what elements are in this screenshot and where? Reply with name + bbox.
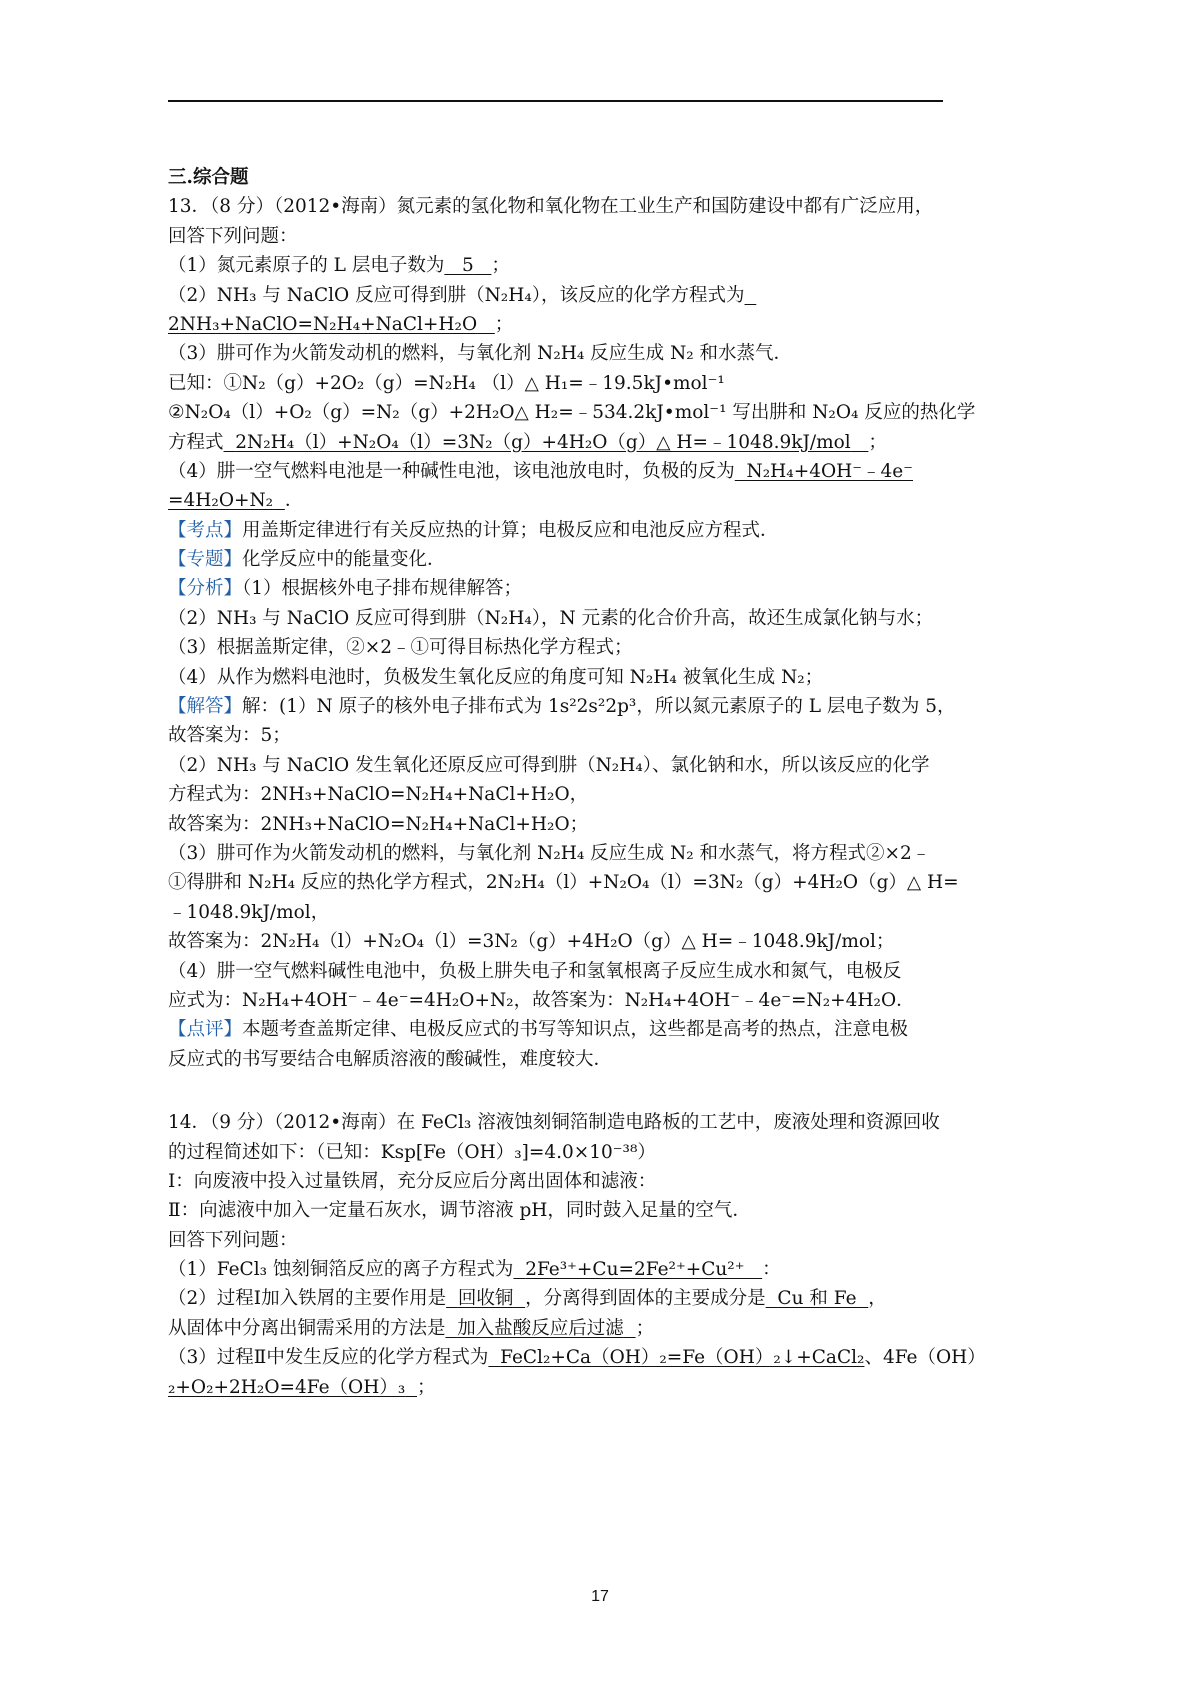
zhuanti-label: 【专题】 xyxy=(168,549,243,571)
document-body xyxy=(168,163,986,1402)
q13-part4 xyxy=(168,457,946,486)
kaodian-text: 用盖斯定律进行有关反应热的计算；电极反应和电池反应方程式． xyxy=(242,519,779,541)
q13-part3-known1: 已知：①N₂（g）+2O₂（g）=N₂H₄ （l）△ H₁=﹣19.5kJ•mol⁻¹ xyxy=(168,372,725,394)
q14-part3-answer-a: FeCl₂+Ca（OH）₂=Fe（OH）₂↓+CaCl₂ xyxy=(500,1347,865,1369)
dianping-text-2: 反应式的书写要结合电解质溶液的酸碱性，难度较大． xyxy=(168,1048,613,1070)
jieda-text-8: ﹣1048.9kJ/mol， xyxy=(168,901,330,923)
q14-part3-sep: 、4Fe（OH） xyxy=(864,1347,986,1369)
jieda-text-10: （4）肼一空气燃料碱性电池中，负极上肼失电子和氢氧根离子反应生成水和氮气，电极反 xyxy=(168,960,902,982)
q13-part4-answer2: =4H₂O+N₂ xyxy=(168,490,274,512)
q13-part2-text: （2）NH₃ 与 NaClO 反应可得到肼（N₂H₄），该反应的化学方程式为 xyxy=(168,284,745,306)
section-title: 三.综合题 xyxy=(168,167,249,188)
q14-part1-text: （1）FeCl₃ 蚀刻铜箔反应的离子方程式为 xyxy=(168,1259,514,1281)
q14-prompt: 回答下列问题： xyxy=(168,1229,298,1251)
dianping-text-1: 本题考查盖斯定律、电极反应式的书写等知识点，这些都是高考的热点，注意电极 xyxy=(242,1019,909,1041)
q14-part3-text: （3）过程Ⅱ中发生反应的化学方程式为 xyxy=(168,1347,489,1369)
q13-part2-answer: 2NH₃+NaClO=N₂H₄+NaCl+H₂O xyxy=(168,313,478,335)
q13-jieda xyxy=(168,692,956,721)
fenxi-text-3: （3）根据盖斯定律，②×2﹣①可得目标热化学方程式； xyxy=(168,637,633,659)
jieda-text-6: （3）肼可作为火箭发动机的燃料，与氧化剂 N₂H₄ 反应生成 N₂ 和水蒸气，将方程式②×2﹣ xyxy=(168,842,931,864)
q13-part2-answer-line: 2NH₃+NaClO=N₂H₄+NaCl+H₂O ； xyxy=(168,313,514,335)
jieda-text-3: （2）NH₃ 与 NaClO 发生氧化还原反应可得到肼（N₂H₄）、氯化钠和水，所以该反应的化学 xyxy=(168,754,930,776)
q13-part1-answer: 5 xyxy=(461,255,474,277)
q14-part1-answer: 2Fe³⁺+Cu=2Fe²⁺+Cu²⁺ xyxy=(525,1259,745,1281)
q13-fenxi xyxy=(168,574,946,603)
jieda-text-2: 故答案为：5； xyxy=(168,725,291,747)
q13-part4-text: （4）肼一空气燃料电池是一种碱性电池，该电池放电时，负极的反为 xyxy=(168,460,735,482)
q14-part2-answer-a: 回收铜 xyxy=(457,1288,514,1310)
dianping-label: 【点评】 xyxy=(168,1019,243,1041)
q13-part3-prompt: 方程式 xyxy=(168,431,224,453)
q13-part2 xyxy=(168,281,946,310)
jieda-text-5: 故答案为：2NH₃+NaClO=N₂H₄+NaCl+H₂O； xyxy=(168,813,589,835)
q14-part2-text-b: ，分离得到固体的主要成分是 xyxy=(525,1288,766,1310)
q13-part4-answer1: N₂H₄+4OH⁻﹣4e⁻ xyxy=(746,460,914,482)
q14-part3-cont: ₂+O₂+2H₂O=4Fe（OH）₃ ； xyxy=(168,1376,436,1398)
q14-part2: （2）过程Ⅰ加入铁屑的主要作用是 回收铜 ，分离得到固体的主要成分是 Cu 和 Fe ， xyxy=(168,1288,887,1310)
q14-step1: Ⅰ：向废液中投入过量铁屑，充分反应后分离出固体和滤液： xyxy=(168,1170,657,1192)
q14-intro-line2: 的过程简述如下：（已知：Ksp[Fe（OH）₃]=4.0×10⁻³⁸） xyxy=(168,1141,656,1163)
fenxi-label: 【分析】 xyxy=(168,578,243,600)
fenxi-text-4: （4）从作为燃料电池时，负极发生氧化反应的角度可知 N₂H₄ 被氧化生成 N₂； xyxy=(168,666,824,688)
q14-part3 xyxy=(168,1343,986,1372)
q13-part3-known2: ②N₂O₄（l）+O₂（g）=N₂（g）+2H₂O△ H₂=﹣534.2kJ•mol⁻¹ 写出肼和 N₂O₄ 反应的热化学 xyxy=(168,402,976,424)
q14-part1: （1）FeCl₃ 蚀刻铜箔反应的离子方程式为 2Fe³⁺+Cu=2Fe²⁺+Cu²⁺ ： xyxy=(168,1259,781,1281)
q13-part3-answer: 2N₂H₄（l）+N₂O₄（l）=3N₂（g）+4H₂O（g）△ H=﹣1048.9kJ/mol xyxy=(235,431,851,453)
q13-part3-line1: （3）肼可作为火箭发动机的燃料，与氧化剂 N₂H₄ 反应生成 N₂ 和水蒸气． xyxy=(168,343,793,365)
q13-dianping xyxy=(168,1015,946,1044)
q14-part2-text-c: 从固体中分离出铜需采用的方法是 xyxy=(168,1317,446,1339)
page-number: 17 xyxy=(591,1588,609,1605)
q14-part2-cont: 从固体中分离出铜需采用的方法是 加入盐酸反应后过滤 ； xyxy=(168,1317,655,1339)
jieda-label: 【解答】 xyxy=(168,696,243,718)
q13-intro-line1: 13．（8 分）（2012•海南）氮元素的氢化物和氧化物在工业生产和国防建设中都有广泛应用， xyxy=(168,196,934,218)
q14-part2-answer-c: 加入盐酸反应后过滤 xyxy=(457,1317,624,1339)
q14-step2: Ⅱ：向滤液中加入一定量石灰水，调节溶液 pH，同时鼓入足量的空气． xyxy=(168,1200,751,1222)
question-gap xyxy=(168,1074,946,1108)
q14-part2-text-a: （2）过程Ⅰ加入铁屑的主要作用是 xyxy=(168,1288,447,1310)
q14-intro-line1: 14．（9 分）（2012•海南）在 FeCl₃ 溶液蚀刻铜箔制造电路板的工艺中，废液处理和资源回收 xyxy=(168,1112,940,1134)
jieda-text-1: 解：(1）N 原子的核外电子排布式为 1s²2s²2p³，所以氮元素原子的 L 层电子数为 5， xyxy=(242,696,956,718)
q13-part1-text: （1）氮元素原子的 L 层电子数为 xyxy=(168,255,445,277)
jieda-text-7: ①得肼和 N₂H₄ 反应的热化学方程式，2N₂H₄（l）+N₂O₄（l）=3N₂（g）+4H₂O（g）△ H= xyxy=(168,872,959,894)
q14-part3-answer-b: ₂+O₂+2H₂O=4Fe（OH）₃ xyxy=(168,1376,406,1398)
q13-kaodian xyxy=(168,516,946,545)
jieda-text-9: 故答案为：2N₂H₄（l）+N₂O₄（l）=3N₂（g）+4H₂O（g）△ H=﹣1048.9kJ/mol； xyxy=(168,931,895,953)
fenxi-text-2: （2）NH₃ 与 NaClO 反应可得到肼（N₂H₄），N 元素的化合价升高，故还生成氯化钠与水； xyxy=(168,607,934,629)
q13-part3-answer-line: 方程式 2N₂H₄（l）+N₂O₄（l）=3N₂（g）+4H₂O（g）△ H=﹣1048.9kJ/mol ； xyxy=(168,431,887,453)
q13-part4-cont: =4H₂O+N₂ ． xyxy=(168,490,304,512)
kaodian-label: 【考点】 xyxy=(168,519,243,541)
header-rule xyxy=(168,100,943,102)
zhuanti-text: 化学反应中的能量变化． xyxy=(242,549,446,571)
q13-zhuanti xyxy=(168,545,946,574)
jieda-text-11: 应式为：N₂H₄+4OH⁻﹣4e⁻=4H₂O+N₂，故答案为：N₂H₄+4OH⁻﹣4e⁻=N₂+4H₂O． xyxy=(168,989,915,1011)
q13-part1: （1）氮元素原子的 L 层电子数为 5 ； xyxy=(168,255,510,277)
q14-part2-answer-b: Cu 和 Fe xyxy=(777,1288,857,1310)
q13-intro-line2: 回答下列问题： xyxy=(168,225,298,247)
fenxi-text-1: （1）根据核外电子排布规律解答； xyxy=(242,578,523,600)
jieda-text-4: 方程式为：2NH₃+NaClO=N₂H₄+NaCl+H₂O， xyxy=(168,784,589,806)
